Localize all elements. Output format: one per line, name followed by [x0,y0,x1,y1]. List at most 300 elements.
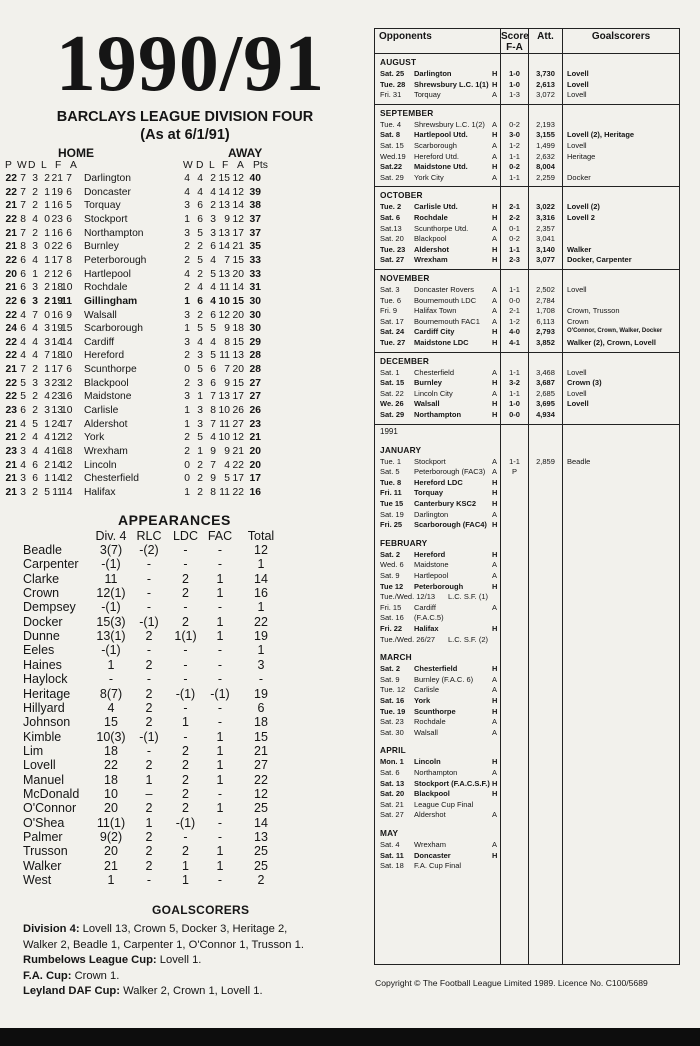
table-cell: 12 [61,459,73,471]
fixture-opponent: Darlington [414,509,449,519]
month-divider [375,269,679,270]
table-cell: 3 [32,377,38,389]
fixture-row [375,477,679,488]
table-cell: 2 [197,309,203,321]
team-name: Scunthorpe [84,364,137,376]
table-cell: 15 [254,729,268,744]
table-cell: 4 [210,295,216,307]
table-cell: 4 [32,323,38,335]
table-cell: 9 [224,213,230,225]
fixture-opponent: Aldershot [414,244,450,254]
column-header: D [28,160,36,171]
month-divider [375,104,679,105]
table-row [0,615,300,629]
fixture-score: 4-1 [509,338,520,347]
fixture-row [375,244,679,255]
table-cell: 1 [44,227,50,239]
team-name: Walsall [84,309,117,321]
table-cell: 3 [184,309,190,321]
table-cell: 4 [210,432,216,444]
table-row [0,586,300,600]
table-cell: 25 [254,801,268,816]
table-cell: 2 [182,743,189,758]
home-away: A [492,141,498,150]
table-cell: 6 [20,282,26,294]
fixture-date: Tue. 27 [380,338,406,347]
table-cell: 22 [5,173,17,184]
table-cell: 39 [249,186,261,198]
table-cell: 10 [218,405,230,417]
table-cell: 2 [210,173,216,184]
table-cell: 3(7) [99,543,123,557]
table-cell: 1 [44,418,50,430]
fixture-row [375,487,679,498]
table-cell: 17 [232,391,244,403]
table-cell: 1 [44,200,50,212]
table-cell: 2 [145,830,153,844]
fixture-row [375,456,679,467]
table-row [0,543,300,557]
table-cell: 21 [5,459,17,471]
table-cell: 8 [66,254,72,266]
table-row [0,816,300,830]
column-header: A [237,160,244,171]
table-cell: 22 [104,758,118,773]
column-header: P [5,160,12,171]
fixture-attendance: 2,357 [536,223,555,233]
table-cell: 22 [5,295,17,307]
table-row [0,309,300,323]
fixture-attendance: 2,193 [536,119,555,129]
goalscorers-text: Lovell 13, Crown 5, Docker 3, Heritage 2, [79,923,288,935]
team-name: Doncaster [84,186,131,198]
table-cell: 18 [104,743,118,758]
table-cell: 12 [232,432,244,444]
table-cell: 2 [184,432,190,444]
table-cell: 4 [184,173,190,184]
fixture-date: Fri. 22 [380,624,403,633]
table-row [0,658,300,672]
table-row [0,418,300,432]
table-cell: 35 [249,241,261,253]
table-cell: 11 [219,418,230,430]
fixture-attendance: 1,708 [536,306,555,316]
table-cell: 5 [197,323,203,335]
fixture-date: Tue. 28 [380,79,406,89]
table-cell: 15 [61,323,73,335]
table-cell: 0 [184,459,190,471]
table-cell: 21 [5,486,17,498]
table-cell: 2 [184,377,190,389]
table-cell: 4 [44,432,50,444]
team-name: Stockport [84,213,128,225]
fixture-opponent: Northampton [414,410,462,419]
table-cell: 9 [224,323,230,335]
table-cell: 4 [20,350,26,362]
table-cell: 7 [66,173,72,184]
fixture-date: Sat. 1 [380,367,400,377]
table-row [0,336,300,350]
table-cell: - [183,557,188,572]
goalscorers-line [23,984,263,999]
table-cell: 6 [66,268,72,280]
table-row [0,431,300,445]
table-cell: 28 [249,364,261,376]
table-row [0,830,300,844]
fixture-row [375,612,679,623]
table-cell: 11(1) [96,815,126,830]
table-cell: 17 [232,227,244,239]
fixture-date: Fri. 9 [380,306,398,316]
table-cell: 6 [257,700,265,715]
player-name: Lovell [23,758,56,773]
table-cell: 2 [184,254,190,266]
fixture-attendance: 3,155 [536,130,555,140]
home-away: H [492,581,498,591]
table-cell: 25 [254,858,268,873]
table-cell: 2 [145,858,153,873]
table-cell: 2 [145,844,153,859]
table-cell: 2 [145,657,153,672]
table-cell: 13 [51,405,63,417]
player-name: Docker [23,614,63,629]
table-cell: 18 [51,350,63,362]
fixture-goalscorers: Docker [567,172,591,182]
month-heading: AUGUST [380,57,417,67]
table-cell: - [217,543,223,557]
table-cell: 1 [182,858,189,873]
fixture-row [375,663,679,674]
table-cell: 21 [5,200,17,212]
fixture-date: Sat. 27 [380,810,404,820]
table-cell: 2 [182,772,189,787]
table-cell: 2 [145,758,153,773]
table-cell: 22 [5,391,17,403]
table-cell: 23 [5,446,17,457]
table-cell: 9 [224,446,230,457]
home-away: H [492,213,498,222]
table-cell: 4 [197,173,203,184]
table-cell: 14 [51,336,63,348]
fixture-attendance: 3,852 [536,338,555,347]
table-cell: 2 [197,486,203,498]
home-away: H [492,338,498,347]
fixture-date: Wed.19 [380,151,406,161]
fixture-date: Sat. 16 [380,613,404,623]
table-cell: 3 [184,200,190,212]
table-cell: 17 [51,364,63,376]
table-cell: 5 [224,473,230,485]
fixture-score: 0-0 [509,410,520,419]
player-name: Carpenter [23,557,79,572]
month-heading: APRIL [380,745,406,756]
table-row [0,213,300,227]
table-cell: 1 [44,186,50,198]
table-cell: 7 [210,459,216,471]
table-cell: 24 [51,418,63,430]
home-away: A [492,560,498,570]
table-cell: 5 [20,377,26,389]
fixture-opponent: Carlisle Utd. [414,202,458,212]
fixture-row [375,89,679,100]
fixture-goalscorers: Lovell 2 [567,213,595,222]
table-cell: 4 [197,282,203,294]
table-cell: 14 [254,571,268,586]
month-heading: SEPTEMBER [380,107,434,118]
table-cell: 1 [216,758,224,773]
fixture-score: 0-1 [509,223,520,233]
fixture-row [375,409,679,420]
fixture-row [375,788,679,799]
fixture-score: 1-0 [509,399,520,409]
fixture-date: Sat.13 [380,223,402,233]
table-cell: 1 [216,801,224,816]
table-row [0,486,300,500]
fixture-opponent: Maidstone [414,560,449,570]
table-cell: 20 [232,268,244,280]
table-cell: 21 [254,743,268,758]
table-cell: 2 [184,350,190,362]
table-cell: 4 [184,186,190,198]
fixture-row [375,559,679,570]
table-cell: 14 [254,815,268,830]
fixture-date: Sat. 4 [380,840,400,849]
fixture-score: 1-2 [509,316,520,326]
fixture-date: Wed. 6 [380,560,404,570]
home-away: H [492,706,498,716]
fixture-opponent: Bournemouth LDC [414,295,477,305]
table-cell: -(1) [101,557,121,572]
team-name: Hereford [84,350,125,362]
table-cell: 11 [219,350,230,362]
table-cell: 3 [20,446,26,457]
fixture-date: Sat. 2 [380,549,401,559]
fixture-score: 1-1 [509,367,520,377]
table-cell: 1 [257,557,265,572]
table-cell: 21 [5,282,17,294]
fixture-opponent: York City [414,172,444,182]
fixture-goalscorers: Lovell [567,367,587,377]
fixture-row [375,549,679,560]
fixture-date: Sat. 3 [380,285,400,294]
team-name: Wrexham [84,446,128,457]
month-heading: DECEMBER [380,355,430,366]
fixture-opponent: Chesterfield [414,367,455,377]
table-row [0,672,300,686]
table-cell: 1 [197,391,203,403]
fixture-goalscorers: Walker [567,244,592,254]
table-cell: 2 [32,200,38,212]
table-row [0,715,300,729]
fixture-row [375,223,679,234]
fixture-date: Sat. 20 [380,234,404,244]
table-cell: 23 [249,418,261,430]
table-row [0,801,300,815]
fixture-date: Tue. 2 [380,202,402,212]
table-cell: - [183,700,188,715]
fixture-opponent: F.A. Cup Final [414,861,462,871]
table-cell: 20 [249,459,261,471]
fixture-date: Sat. 2 [380,664,401,674]
table-cell: 22 [51,241,63,253]
table-cell: 2 [20,432,26,444]
table-row [0,572,300,586]
month-divider [375,186,679,187]
table-cell: 8(7) [99,686,123,701]
fixture-row [375,140,679,151]
fixture-attendance: 8,004 [536,162,555,172]
table-cell: 15 [104,715,118,730]
table-cell: 6 [210,309,216,321]
table-cell: 20 [104,844,118,859]
fixture-opponent: Rochdale [414,717,446,727]
fixture-score: 3-2 [509,378,520,388]
table-cell: 1 [216,614,224,629]
fixture-attendance: 3,695 [536,399,555,409]
fixture-attendance: 3,022 [536,202,555,212]
table-cell: 6 [210,377,216,389]
table-cell: 2 [257,873,265,888]
fixture-row [375,809,679,820]
table-cell: 9 [66,309,72,321]
table-cell: 21 [5,418,17,430]
fixture-opponent: Hartlepool [414,571,449,580]
table-cell: 13 [218,227,230,239]
table-cell: 3 [197,405,203,417]
player-name: Trusson [23,844,68,859]
table-cell: 29 [249,336,261,348]
fixture-date: Tue./Wed. 12/13 [380,592,436,602]
table-cell: 1 [32,268,38,280]
table-cell: 27 [254,758,268,773]
fixture-opponent: Scarborough [414,141,457,150]
season-title: 1990/91 [55,20,326,108]
goalscorers-line [23,922,287,937]
team-name: Blackpool [84,377,129,389]
team-name: Carlisle [84,405,119,417]
fixture-row [375,254,679,265]
fixture-opponent: Hereford LDC [414,477,463,487]
table-cell: 1 [184,486,190,498]
goalscorers-label: Leyland DAF Cup: [23,985,120,997]
fixture-row [375,212,679,223]
column-header: Pts [253,160,268,171]
table-cell: 4 [210,336,216,348]
table-cell: 10 [104,786,118,801]
table-cell: 19 [51,186,63,198]
table-cell: 10 [218,295,230,307]
goalscorers-text: Walker 2, Beadle 1, Carpenter 1, O'Connor 1, Trusson 1. [23,938,304,951]
player-name: Hillyard [23,700,65,715]
fixture-row [375,388,679,399]
fixture-score: 2-1 [509,306,520,316]
table-cell: 21 [51,173,63,184]
column-header: RLC [136,529,162,543]
fixture-opponent: Hereford [414,549,446,559]
fixture-row [375,337,679,348]
table-cell: 1 [44,473,50,485]
fixture-score: 2-1 [509,202,520,212]
bottom-band [0,1028,700,1046]
home-away: H [492,488,498,498]
fixture-date: Fri. 25 [380,520,403,530]
table-row [0,557,300,571]
table-row [0,844,300,858]
fixture-opponent: Shrewsbury L.C. 1(2) [414,119,485,129]
table-cell: 2 [32,364,38,376]
home-away: A [492,571,498,580]
player-name: Dempsey [23,600,76,615]
table-cell: 14 [61,486,73,498]
table-cell: 2 [182,801,189,816]
table-cell: 22 [5,350,17,362]
fixture-row [375,727,679,738]
table-cell: 20 [5,268,17,280]
table-cell: 1 [145,815,153,830]
table-cell: 13 [254,830,268,844]
fixture-opponent: Blackpool [414,234,447,244]
table-cell: 4 [224,459,230,471]
home-away: H [492,850,498,860]
fixture-goalscorers: Crown [567,316,589,326]
table-cell: 21 [5,473,17,485]
table-cell: 4 [20,459,26,471]
table-cell: 8 [210,405,216,417]
table-cell: 2 [197,241,203,253]
table-cell: 14 [51,473,63,485]
table-row [0,254,300,268]
fixture-score: 1-1 [509,151,520,161]
player-name: Lim [23,743,44,758]
table-cell: 20 [232,309,244,321]
team-name: Aldershot [84,418,128,430]
home-away: A [492,840,498,849]
table-row [0,744,300,758]
fixture-date: Tue. 1 [380,456,401,466]
table-cell: 4 [32,350,38,362]
fixture-opponent: Stockport [414,456,446,466]
fixture-opponent: Halifax Town [414,306,457,316]
fixture-date: Tue./Wed. 26/27 [380,634,436,644]
fixture-goalscorers: Crown, Trusson [567,306,620,316]
fixture-date: Sat.22 [380,162,403,172]
table-cell: 4 [197,336,203,348]
table-cell: 3 [20,486,26,498]
fixture-date: We. 26 [380,399,404,409]
table-cell: 21 [5,241,17,253]
fixture-date: Sat. 15 [380,141,404,150]
column-header: Div. 4 [95,529,127,543]
table-cell: 11 [52,486,63,498]
fixture-row [375,509,679,520]
fixture-row [375,860,679,871]
fixture-row [375,316,679,327]
table-cell: 13 [218,200,230,212]
fixture-goalscorers: Lovell [567,388,587,398]
fixture-opponent: Scunthorpe Utd. [414,223,469,233]
fixture-opponent: Scarborough (FAC4) [414,520,487,530]
table-cell: 9 [210,473,216,485]
table-cell: 1 [257,643,265,658]
table-cell: 12 [51,432,63,444]
fixture-date: Sat. 17 [380,316,404,326]
fixture-row [375,68,679,79]
table-cell: 3 [184,336,190,348]
table-cell: 23 [51,391,63,403]
fixture-date: Sat. 6 [380,213,401,222]
table-cell: 19 [51,295,63,307]
fixture-attendance: 2,685 [536,388,555,398]
